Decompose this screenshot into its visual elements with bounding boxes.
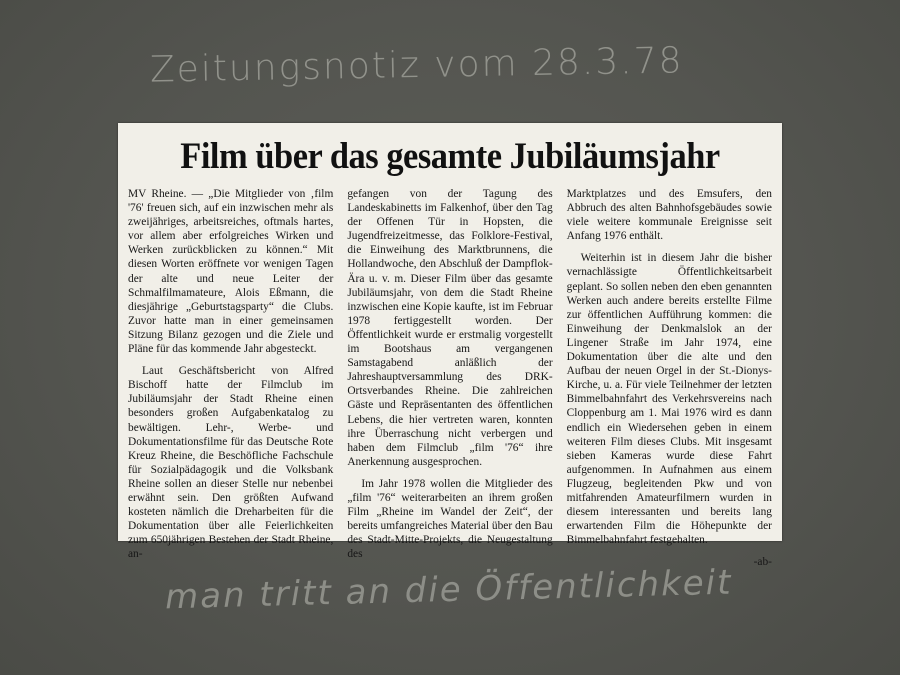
article-column-2 <box>347 187 552 569</box>
article-column-1 <box>128 187 333 569</box>
article-paragraph: Marktplatzes und des Emsufers, den Abbruch des alten Bahnhofsgebäudes sowie viele weitere kommunale Ereignisse seit Anfang 1976 enthält. <box>566 188 772 243</box>
article-paragraph: gefangen von der Tagung des Landeskabinetts im Falkenhof, über den Tag der Offenen Tür in Hopsten, die Jugendfreizeitmesse, das Folklore-Festival, die Einweihung des Marktbrunnens, die Hollandwoche, den Abschluß der Dampflok-Ära u. v. m. Dieser Film über das gesamte Jubiläumsjahr, von dem die Stadt Rheine inzwischen eine Kopie kaufte, ist im Februar 1978 fertiggestellt worden. Der Öffentlichkeit wurde er erstmalig vorgestellt im Bootshaus am vergangenen Samstagabend anläßlich der Jahreshauptversammlung des DRK-Ortsverbandes Rheine. Die zahlreichen Gäste und Repräsentanten des öffentlichen Lebens, die hier vertreten waren, konnten ihre Überraschung nicht verbergen und haben dem Filmclub „film '76“ ihre Anerkennung ausgesprochen. <box>347 188 553 468</box>
handwritten-date-note: Zeitungsnotiz vom 28.3.78 <box>149 40 684 91</box>
article-paragraph: Weiterhin ist in diesem Jahr die bisher vernachlässigte Öffentlichkeitsarbeit geplant. So sollen neben den eben genannten Werken auch andere bereits erstellte Filme zur öffentlichen Aufführung kommen: die Einweihung der Denkmalslok an der Lingener Straße im Jahr 1974, eine Dokumentation über die alte und den Aufbau der neuen Orgel in der St.-Dionys-Kirche, u. a. Für viele Teilnehmer der letzten Bimmelbahnfahrt des Verkehrsvereins nach Cloppenburg am 1. Mai 1976 wird es dann endlich ein Wiedersehen geben in einem weiteren Film dieses Clubs. Mit insgesamt sieben Kameras wurde diese Fahrt aufgenommen. In Aufnahmen aus einem Flugzeug, begleitenden Pkw und von mitfahrenden Amateurfilmern wurden in diesem interessanten und bereits lang erwartenden Film die Höhepunkte der Bimmelbahnfahrt festgehalten. <box>566 252 772 547</box>
newspaper-clipping <box>118 123 782 569</box>
author-signature: -ab- <box>753 556 772 569</box>
article-paragraph: Im Jahr 1978 wollen die Mitglieder des „film '76“ weiterarbeiten an ihrem großen Film „Rheine im Wandel der Zeit“, der bereits umfangreiches Material über den Bau des Stadt-Mitte-Projekts, die Neugestaltung des <box>347 477 553 561</box>
article-paragraph: MV Rheine. — „Die Mitglieder von ‚film '76' freuen sich, auf ein inzwischen mehr als zweijähriges, arbeitsreiches, oftmals hartes, vor allem aber erfolgreiches Wirken und Werken zurückblicken zu können.“ Mit diesen Worten eröffnete vor wenigen Tagen der alte und neue Leiter der Schmalfilmamateure, Alois Eßmann, die diesjährige „Geburtstagsparty“ die Clubs. Zuvor hatte man in einer gemeinsamen Sitzung Bilanz gezogen und die Ziele und Pläne für das kommende Jahr abgesteckt. <box>128 188 334 356</box>
article-paragraph: Laut Geschäftsbericht von Alfred Bischoff hatte der Filmclub im Jubiläumsjahr der Stadt Rheine einen besonders großen Aufgabenkatalog zu bewältigen. Lehr-, Werbe- und Dokumentationsfilme für das Deutsche Rote Kreuz Rheine, die Beschöfliche Fachschule für Sozialpädagogik und die Volksbank Rheine sollen an dieser Stelle nur nebenbei erwähnt sein. Den größten Aufwand kosteten nämlich die Dreharbeiten für die Dokumentation über alle Feierlichkeiten zum 650jährigen Bestehen der Stadt Rheine, an- <box>128 365 334 561</box>
article-headline: Film über das gesamte Jubiläumsjahr <box>180 136 720 177</box>
handwritten-caption-note: man tritt an die Öffentlichkeit <box>164 562 733 618</box>
article-columns <box>128 187 772 569</box>
article-column-3 <box>567 187 772 569</box>
